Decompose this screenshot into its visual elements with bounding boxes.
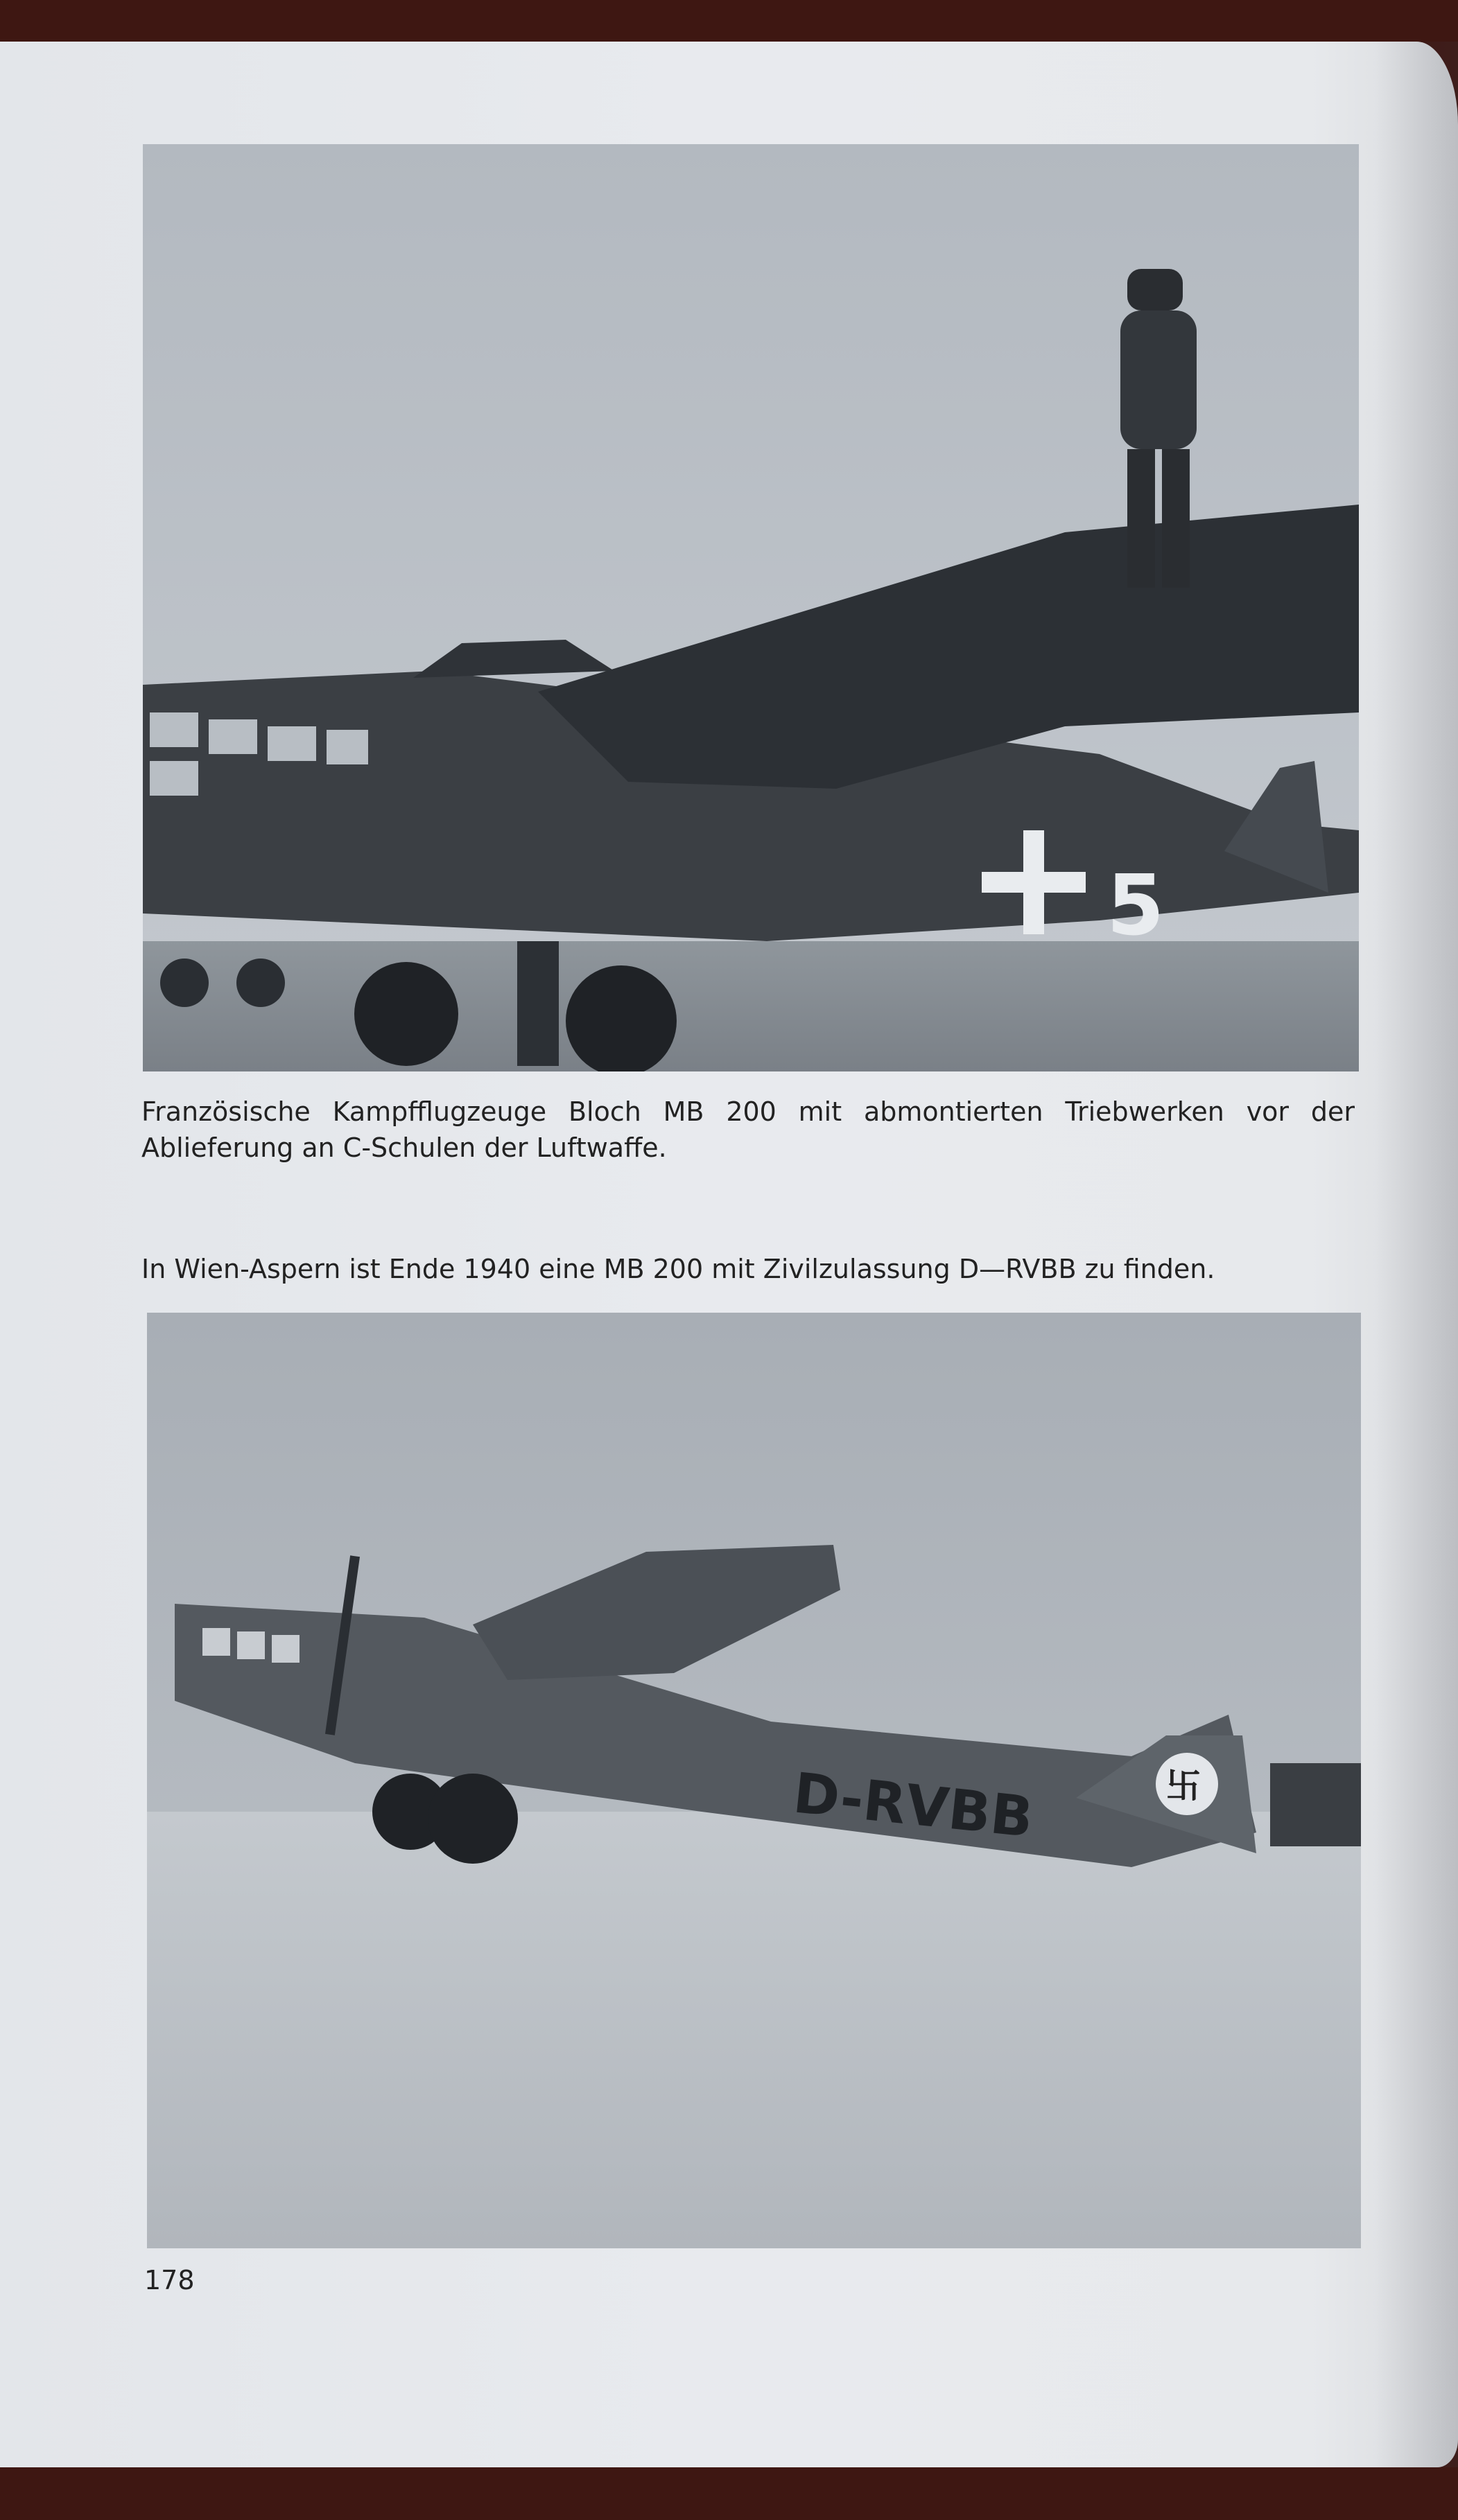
page-number: 178: [144, 2265, 195, 2295]
photo-mb200-d-rvbb: [147, 1313, 1361, 2248]
figure-caption-2: In Wien-Aspern ist Ende 1940 eine MB 200 mit Zivilzulassung D—RVBB zu finden.: [141, 1254, 1215, 1284]
photo-bloch-mb200-without-engines: [143, 144, 1359, 1071]
aircraft-registration: D-RVBB: [790, 1760, 1036, 1850]
page-curl-shadow: [1375, 42, 1458, 2467]
tail-emblem-icon: 卐: [1166, 1766, 1201, 1806]
figure-caption-1: Französische Kampfflugzeuge Bloch MB 200 mit abmontierten Triebwerken vor der Ablieferung an C-Schulen der Luftwaffe.: [141, 1096, 1355, 1163]
aircraft-number: 5: [1106, 858, 1165, 954]
